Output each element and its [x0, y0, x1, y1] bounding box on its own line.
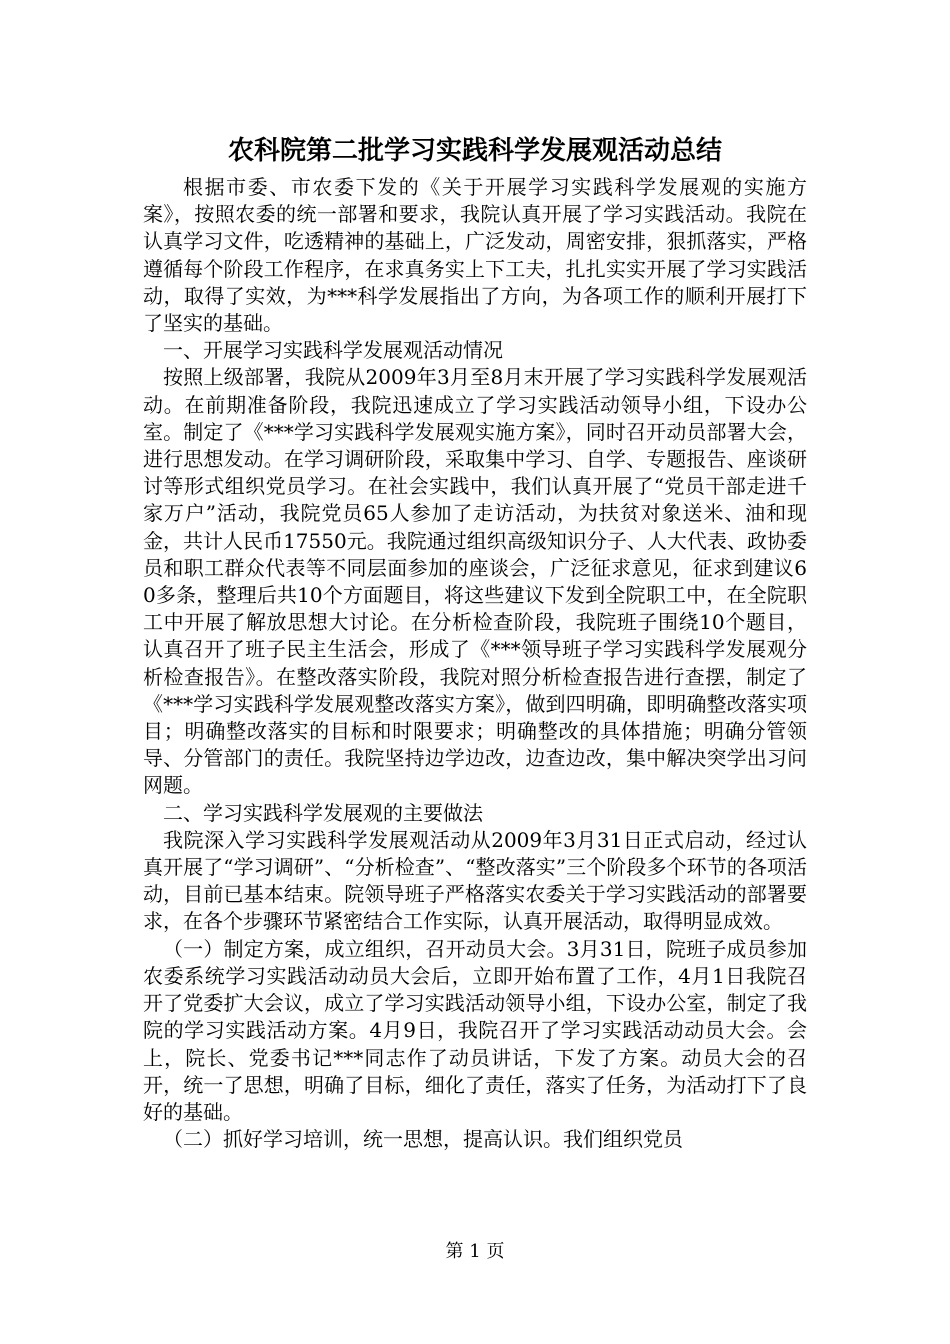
intro-paragraph: 根据市委、市农委下发的《关于开展学习实践科学发展观的实施方案》，按照农委的统一部署和要求，我院认真开展了学习实践活动。我院在认真学习文件，吃透精神的基础上，广泛发动，周密安排，狠抓落实，严格遵循每个阶段工作程序，在求真务实上下工夫，扎扎实实开展了学习实践活动，取得了实效，为***科学发展指出了方向，为各项工作的顺利开展打下了坚实的基础。: [143, 175, 807, 336]
section-heading-2: 二、学习实践科学发展观的主要做法: [163, 800, 483, 825]
section-2-paragraph: 我院深入学习实践科学发展观活动从2009年3月31日正式启动，经过认真开展了“学习调研”、“分析检查”、“整改落实”三个阶段多个环节的各项活动，目前已基本结束。院领导班子严格落实农委关于学习实践活动的部署要求，在各个步骤环节紧密结合工作实际，认真开展活动，取得明显成效。: [143, 827, 807, 934]
document-body: [143, 174, 807, 1153]
document-title: 农科院第二批学习实践科学发展观活动总结: [227, 136, 722, 166]
subsection-2-paragraph: （二）抓好学习培训，统一思想，提高认识。我们组织党员: [163, 1127, 683, 1152]
section-heading-1: 一、开展学习实践科学发展观活动情况: [163, 338, 503, 363]
subsection-1-paragraph: （一）制定方案，成立组织，召开动员大会。3月31日，院班子成员参加农委系统学习实践活动动员大会后，立即开始布置了工作，4月1日我院召开了党委扩大会议，成立了学习实践活动领导小组，下设办公室，制定了我院的学习实践活动方案。4月9日，我院召开了学习实践活动动员大会。会上，院长、党委书记***同志作了动员讲话，下发了方案。动员大会的召开，统一了思想，明确了目标，细化了责任，落实了任务，为活动打下了良好的基础。: [143, 936, 807, 1124]
section-1-paragraph: 按照上级部署，我院从2009年3月至8月末开展了学习实践科学发展观活动。在前期准备阶段，我院迅速成立了学习实践活动领导小组，下设办公室。制定了《***学习实践科学发展观实施方案》，同时召开动员部署大会，进行思想发动。在学习调研阶段，采取集中学习、自学、专题报告、座谈研讨等形式组织党员学习。在社会实践中，我们认真开展了“党员干部走进千家万户”活动，我院党员65人参加了走访活动，为扶贫对象送米、油和现金，共计人民币17550元。我院通过组织高级知识分子、人大代表、政协委员和职工群众代表等不同层面参加的座谈会，广泛征求意见，征求到建议60多条，整理后共10个方面题目，将这些建议下发到全院职工中，在全院职工中开展了解放思想大讨论。在分析检查阶段，我院班子围绕10个题目，认真召开了班子民主生活会，形成了《***领导班子学习实践科学发展观分析检查报告》。在整改落实阶段，我院对照分析检查报告进行查摆，制定了《***学习实践科学发展观整改落实方案》，做到四明确，即明确整改落实项目；明确整改落实的目标和时限要求；明确整改的具体措施；明确分管领导、分管部门的责任。我院坚持边学边改，边查边改，集中解决突学出习问网题。: [143, 365, 807, 798]
page-number-footer: 第 1 页: [445, 1241, 505, 1262]
